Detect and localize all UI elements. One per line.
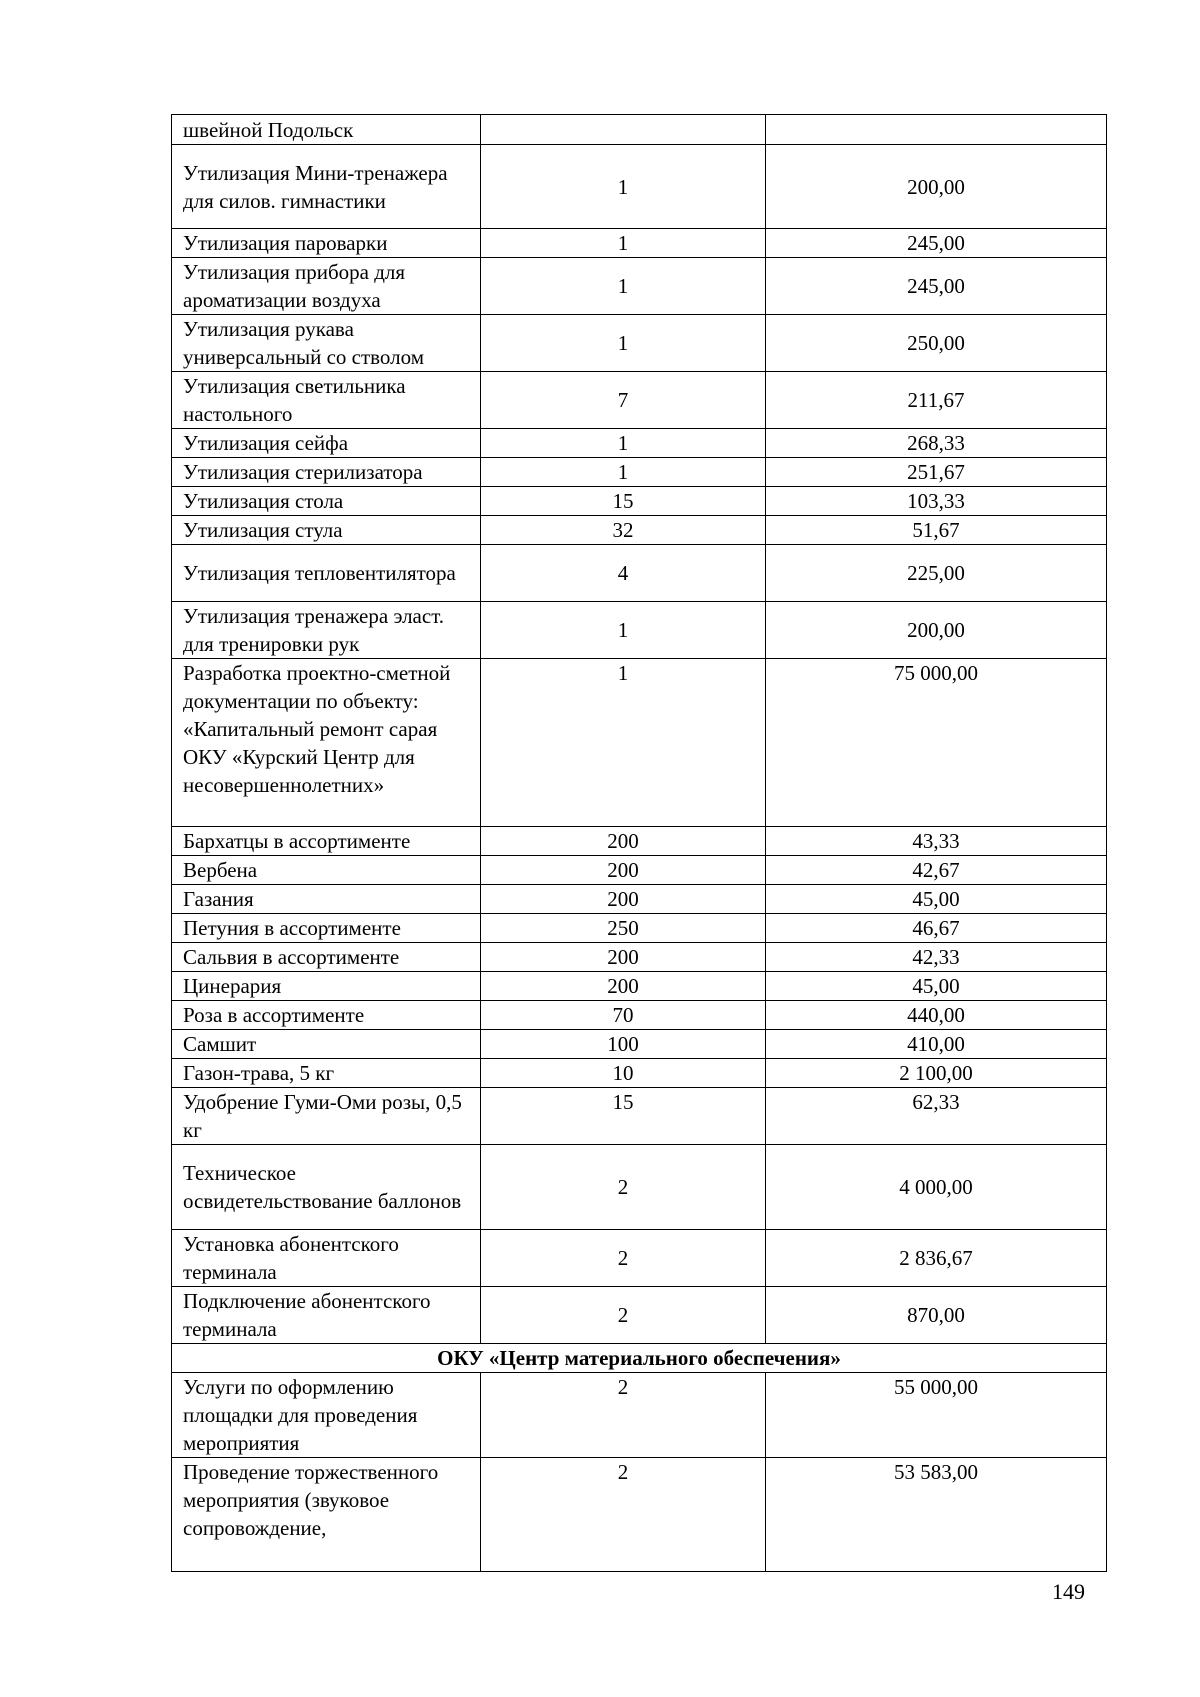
price-cell: 55 000,00 — [766, 1373, 1107, 1458]
table-row — [172, 885, 1107, 914]
item-name-cell: Газон-трава, 5 кг — [172, 1059, 481, 1088]
item-name-cell: Утилизация рукава универсальный со стволом — [172, 315, 481, 372]
table-row — [172, 1287, 1107, 1344]
table-row — [172, 115, 1107, 145]
quantity-cell: 250 — [481, 914, 766, 943]
price-cell: 225,00 — [766, 545, 1107, 602]
item-name-cell: Роза в ассортименте — [172, 1001, 481, 1030]
quantity-cell: 1 — [481, 258, 766, 315]
table-row — [172, 827, 1107, 856]
quantity-cell: 2 — [481, 1287, 766, 1344]
item-name-cell: Удобрение Гуми-Оми розы, 0,5 кг — [172, 1088, 481, 1145]
item-name-cell: Услуги по оформлению площадки для проведения мероприятия — [172, 1373, 481, 1458]
document-table — [171, 114, 1107, 1572]
price-cell: 870,00 — [766, 1287, 1107, 1344]
table-row — [172, 602, 1107, 659]
table-row — [172, 1458, 1107, 1572]
quantity-cell: 1 — [481, 659, 766, 827]
table-row — [172, 315, 1107, 372]
item-name-cell: Проведение торжественного мероприятия (звуковое сопровождение, — [172, 1458, 481, 1572]
table-row — [172, 1373, 1107, 1458]
price-cell: 200,00 — [766, 145, 1107, 229]
table-row — [172, 372, 1107, 429]
price-cell: 103,33 — [766, 487, 1107, 516]
quantity-cell: 200 — [481, 885, 766, 914]
quantity-cell: 15 — [481, 487, 766, 516]
quantity-cell: 2 — [481, 1458, 766, 1572]
price-cell: 45,00 — [766, 972, 1107, 1001]
item-name-cell: Разработка проектно-сметной документации по объекту: «Капитальный ремонт сарая ОКУ «Курский Центр для несовершеннолетних» — [172, 659, 481, 827]
table-row — [172, 258, 1107, 315]
quantity-cell: 1 — [481, 458, 766, 487]
quantity-cell: 32 — [481, 516, 766, 545]
item-name-cell: Установка абонентского терминала — [172, 1230, 481, 1287]
item-name-cell: Самшит — [172, 1030, 481, 1059]
quantity-cell: 1 — [481, 429, 766, 458]
price-cell: 245,00 — [766, 258, 1107, 315]
table-row — [172, 659, 1107, 827]
item-name-cell: Утилизация светильника настольного — [172, 372, 481, 429]
table-row — [172, 914, 1107, 943]
item-name-cell: Утилизация прибора для ароматизации воздуха — [172, 258, 481, 315]
price-cell: 245,00 — [766, 229, 1107, 258]
quantity-cell: 1 — [481, 229, 766, 258]
price-cell — [766, 115, 1107, 145]
table-row — [172, 229, 1107, 258]
quantity-cell: 70 — [481, 1001, 766, 1030]
quantity-cell — [481, 115, 766, 145]
quantity-cell: 100 — [481, 1030, 766, 1059]
price-cell: 200,00 — [766, 602, 1107, 659]
price-cell: 62,33 — [766, 1088, 1107, 1145]
table-row — [172, 856, 1107, 885]
item-name-cell: Утилизация стола — [172, 487, 481, 516]
price-cell: 2 836,67 — [766, 1230, 1107, 1287]
table-row — [172, 545, 1107, 602]
quantity-cell: 2 — [481, 1145, 766, 1230]
item-name-cell: Утилизация сейфа — [172, 429, 481, 458]
price-cell: 45,00 — [766, 885, 1107, 914]
quantity-cell: 1 — [481, 315, 766, 372]
price-cell: 75 000,00 — [766, 659, 1107, 827]
table-row — [172, 458, 1107, 487]
price-cell: 250,00 — [766, 315, 1107, 372]
table-row — [172, 1001, 1107, 1030]
price-cell: 410,00 — [766, 1030, 1107, 1059]
price-cell: 268,33 — [766, 429, 1107, 458]
table-row — [172, 1088, 1107, 1145]
price-cell: 251,67 — [766, 458, 1107, 487]
table-row — [172, 1230, 1107, 1287]
item-name-cell: швейной Подольск — [172, 115, 481, 145]
item-name-cell: Сальвия в ассортименте — [172, 943, 481, 972]
quantity-cell: 200 — [481, 972, 766, 1001]
item-name-cell: Вербена — [172, 856, 481, 885]
table-row — [172, 943, 1107, 972]
item-name-cell: Подключение абонентского терминала — [172, 1287, 481, 1344]
quantity-cell: 200 — [481, 943, 766, 972]
quantity-cell: 10 — [481, 1059, 766, 1088]
price-cell: 51,67 — [766, 516, 1107, 545]
item-name-cell: Газания — [172, 885, 481, 914]
quantity-cell: 2 — [481, 1230, 766, 1287]
item-name-cell: Утилизация стерилизатора — [172, 458, 481, 487]
item-name-cell: Утилизация тепловентилятора — [172, 545, 481, 602]
item-name-cell: Утилизация тренажера эласт. для тренировки рук — [172, 602, 481, 659]
table-row — [172, 429, 1107, 458]
price-cell: 4 000,00 — [766, 1145, 1107, 1230]
quantity-cell: 2 — [481, 1373, 766, 1458]
price-cell: 42,33 — [766, 943, 1107, 972]
quantity-cell: 200 — [481, 856, 766, 885]
item-name-cell: Бархатцы в ассортименте — [172, 827, 481, 856]
price-cell: 46,67 — [766, 914, 1107, 943]
quantity-cell: 200 — [481, 827, 766, 856]
page-number: 149 — [1052, 1579, 1085, 1604]
price-cell: 2 100,00 — [766, 1059, 1107, 1088]
item-name-cell: Утилизация пароварки — [172, 229, 481, 258]
price-cell: 211,67 — [766, 372, 1107, 429]
quantity-cell: 1 — [481, 145, 766, 229]
table-row — [172, 145, 1107, 229]
table-row — [172, 972, 1107, 1001]
section-header-row — [172, 1344, 1107, 1373]
table-row — [172, 1145, 1107, 1230]
price-cell: 43,33 — [766, 827, 1107, 856]
price-cell: 42,67 — [766, 856, 1107, 885]
price-cell: 53 583,00 — [766, 1458, 1107, 1572]
quantity-cell: 7 — [481, 372, 766, 429]
item-name-cell: Цинерария — [172, 972, 481, 1001]
table-row — [172, 1030, 1107, 1059]
table-row — [172, 1059, 1107, 1088]
table-body — [172, 115, 1107, 1572]
item-name-cell: Петуния в ассортименте — [172, 914, 481, 943]
quantity-cell: 1 — [481, 602, 766, 659]
table-row — [172, 487, 1107, 516]
item-name-cell: Утилизация Мини-тренажера для силов. гимнастики — [172, 145, 481, 229]
item-name-cell: Утилизация стула — [172, 516, 481, 545]
quantity-cell: 15 — [481, 1088, 766, 1145]
price-cell: 440,00 — [766, 1001, 1107, 1030]
table-row — [172, 516, 1107, 545]
quantity-cell: 4 — [481, 545, 766, 602]
section-title: ОКУ «Центр материального обеспечения» — [172, 1344, 1107, 1373]
item-name-cell: Техническое освидетельствование баллонов — [172, 1145, 481, 1230]
